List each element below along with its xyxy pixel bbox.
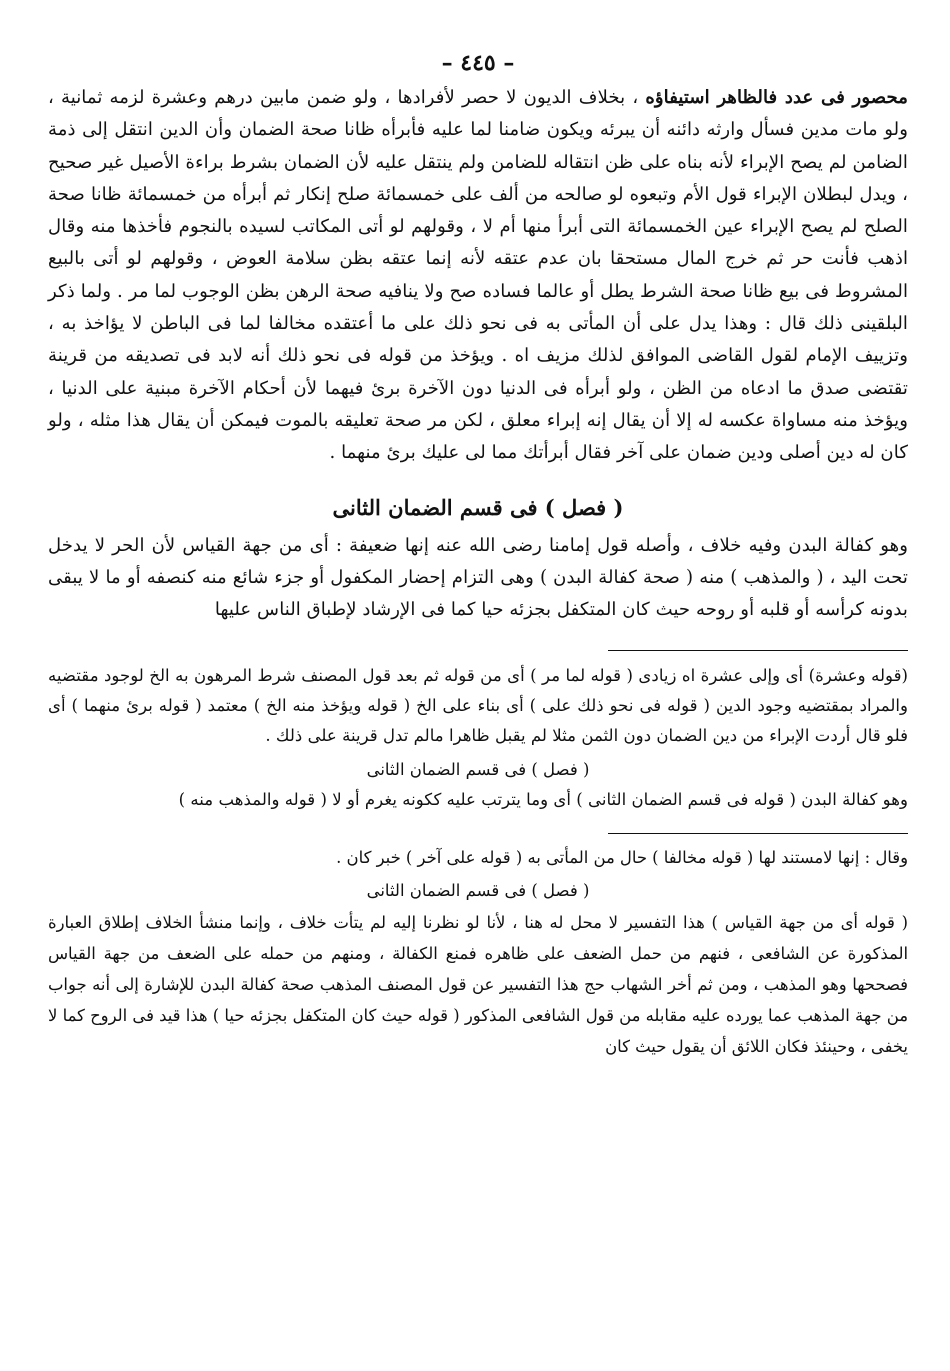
footnote-divider: [608, 650, 908, 651]
page-number: – ٤٤٥ –: [441, 50, 515, 76]
second-gloss-commentary: ( قوله أى من جهة القياس ) هذا التفسير لا محل له هنا ، لأنا لو نظرنا إليه لم يتأت خلاف ، وإنما منشأ الخلاف إطلاق العبارة المذكورة عن الشافعى ، فنهم من حمل الضعف على ظاهره فمنع الكفالة ، ومنهم من حمله على الضعف من جهة القياس فصححها وهو المذهب ، ومن ثم أخر الشهاب حج هذا التفسير عن قول المصنف المذهب صحة كفالة البدن للإشارة إلى أنه جواب من جهة المذهب عما يورده عليه مقابله من قول الشافعى المذكور ( قوله حيث كان المتكفل بجزئه حيا ) هذا قيد فى الروح كما لا يخفى ، وحينئذ فكان اللائق أن يقول حيث كان: [48, 912, 908, 1056]
gloss-section-heading: ( فصل ) فى قسم الضمان الثانى: [366, 759, 590, 779]
main-text: [48, 82, 908, 470]
main-text-lead: محصور فى عدد فالظاهر استيفاؤه: [645, 87, 908, 108]
section-heading: ( فصل ) فى قسم الضمان الثانى: [332, 494, 624, 520]
second-gloss-intro: وقال : إنها لامستند لها ( قوله مخالفا ) حال من المأتى به ( قوله على آخر ) خبر كان .: [336, 847, 908, 867]
gloss-commentary: (قوله وعشرة) أى وإلى عشرة اه زيادى ( قوله لما مر ) أى من قوله ثم بعد قول المصنف شرط المرهون به الخ لوجود مقتضيه والمراد بمقتضيه وجود الدين ( قوله فى نحو ذلك على ) أى بناء على الخ ( قوله ويؤخذ منه الخ ) معتمد ( قوله برئ منهما ) أى فلو قال أردت الإبراء من دين الضمان دون الثمن مثلا لم يقبل ظاهرا مالم تدل قرينة على ذلك .: [48, 666, 908, 746]
second-gloss-divider: [608, 833, 908, 834]
gloss-commentary-continued: وهو كفالة البدن ( قوله فى قسم الضمان الثانى ) أى وما يترتب عليه ككونه يغرم أو لا ( قوله والمذهب منه ): [178, 789, 908, 809]
main-text-body: ، بخلاف الديون لا حصر لأفرادها ، ولو ضمن مابين درهم وعشرة لزمه ثمانية ، ولو مات مدين فسأل وارثه دائنه أن يبرئه ويكون ضامنا لما عليه فأبرأه ظانا صحة الضمان وأن الدين انتقل إلى ذمة الضامن لم يصح الإبراء لأنه بناه على ظن انتقاله للضامن ولم ينتقل عليه لأن الضمان بشرط براءة الأصيل غير صحيح ، ويدل لبطلان الإبراء قول الأم وتبعوه لو صالحه من ألف على خمسمائة صلح إنكار ثم أبرأه من خمسمائة ظانا صحة الصلح لم يصح الإبراء عين الخمسمائة التى أبرأ منها أم لا ، وقولهم لو أتى المكاتب لسيده بالنجوم فأخذها منه وقال اذهب فأنت حر ثم خرج المال مستحقا بان عدم عتقه لأنه إنما عتقه بظن سلامة العوض ، وقولهم لو أتى بالبيع المشروط فى بيع ظانا صحة الشرط يطل أو عالما فساده صح ولا ينافيه صحة الرهن بظن الوجوب لما مر . ولما ذكر البلقينى ذلك قال : وهذا يدل على أن المأتى به فى نحو ذلك على ما أعتقده مخالفا لما فى الباطن لا يؤاخذ به ، وتزييف الإمام لقول القاضى الموافق لذلك مزيف اه . ويؤخذ من قوله فى نحو ذلك أنه لابد فى تصديقه من قرينة تقتضى صدق ما ادعاه من الظن ، ولو أبرأه فى الدنيا دون الآخرة برئ فيهما لأن أحكام الآخرة مبنية على الدنيا ، ويؤخذ منه مساواة عكسه له إلا أن يقال إنه إبراء معلق ، لكن مر صحة تعليقه بالموت فيمكن أن يقال هذا مثله ، ولو كان له دين أصلى ودين ضمان على آخر فقال أبرأتك مما لى عليك برئ منهما .: [48, 87, 908, 464]
section-text: وهو كفالة البدن وفيه خلاف ، وأصله قول إمامنا رضى الله عنه إنها ضعيفة : أى من جهة القياس لأن الحر لا يدخل تحت اليد ، ( والمذهب ) منه ( صحة كفالة البدن ) وهى التزام إحضار المكفول أو جزء شائع منه كنصفه أو ما لا يبقى بدونه كرأسه أو قلبه أو روحه حيث كان المتكفل بجزئه حيا كما فى الإرشاد لإطباق الناس عليها: [48, 534, 908, 621]
book-page: [48, 48, 908, 1062]
second-gloss-section-heading: ( فصل ) فى قسم الضمان الثانى: [366, 880, 590, 900]
